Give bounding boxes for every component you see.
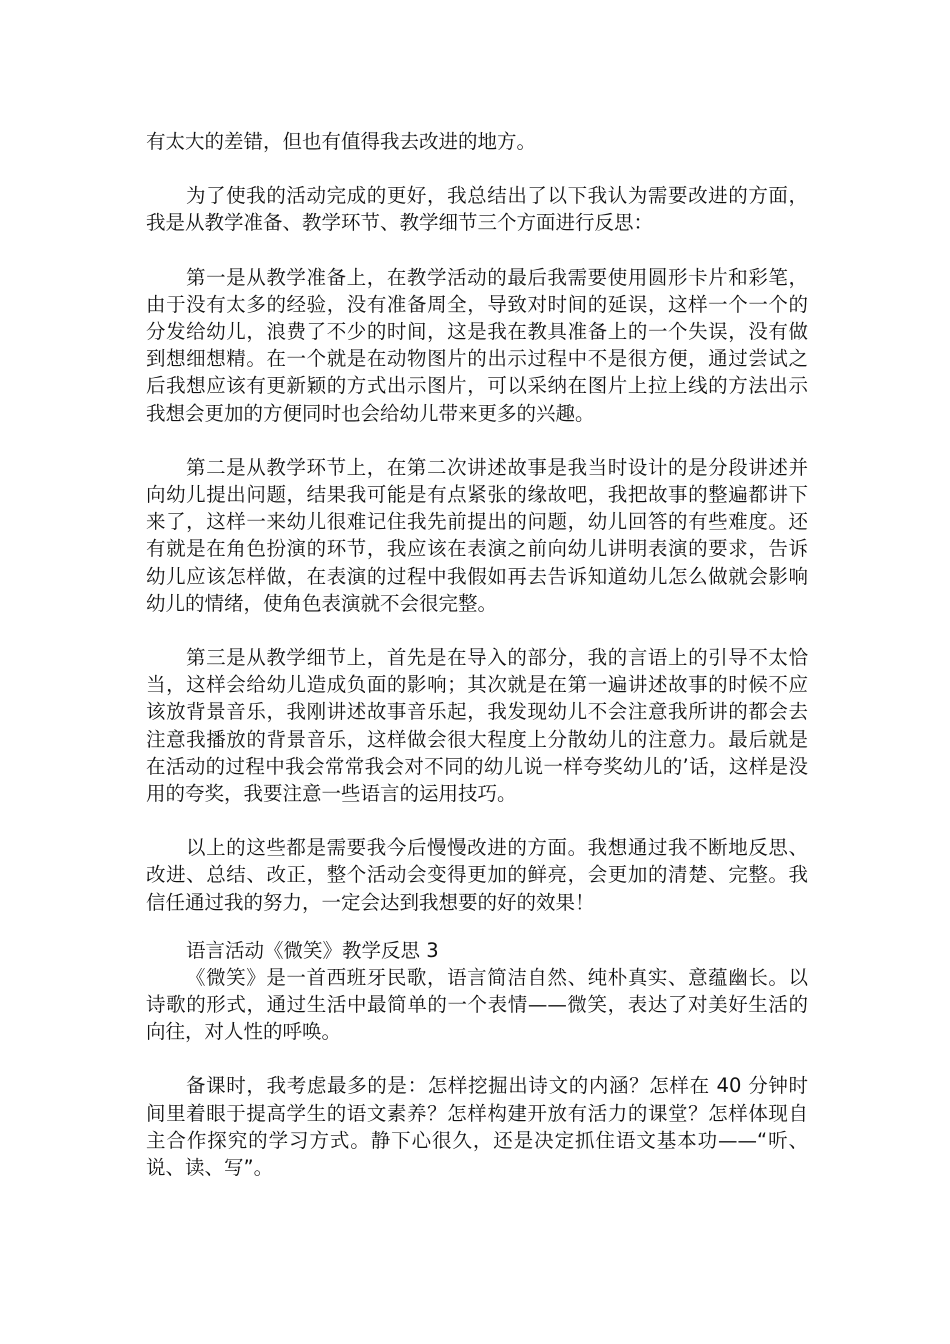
paragraph-intro: 为了使我的活动完成的更好，我总结出了以下我认为需要改进的方面，我是从教学准备、教学环节、教学细节三个方面进行反思： [146,184,808,235]
paragraph-continuation: 有太大的差错，但也有值得我去改进的地方。 [146,130,537,153]
section-title: 语言活动《微笑》教学反思 3 [186,938,439,962]
document-page [146,128,808,1181]
paragraph-poem-intro: 《微笑》是一首西班牙民歌，语言简洁自然、纯朴真实、意蕴幽长。以诗歌的形式，通过生活中最简单的一个表情——微笑，表达了对美好生活的向往，对人性的呼唤。 [146,965,808,1044]
paragraph-first-point: 第一是从教学准备上，在教学活动的最后我需要使用圆形卡片和彩笔，由于没有太多的经验，没有准备周全，导致对时间的延误，这样一个一个的分发给幼儿，浪费了不少的时间，这是我在教具准备上的一个失误，没有做到想细想精。在一个就是在动物图片的出示过程中不是很方便，通过尝试之后我想应该有更新颖的方式出示图片，可以采纳在图片上拉上线的方法出示我想会更加的方便同时也会给幼儿带来更多的兴趣。 [146,265,808,425]
paragraph-conclusion: 以上的这些都是需要我今后慢慢改进的方面。我想通过我不断地反思、改进、总结、改正，整个活动会变得更加的鲜亮，会更加的清楚、完整。我信任通过我的努力，一定会达到我想要的好的效果！ [146,836,808,914]
paragraph-second-point: 第二是从教学环节上，在第二次讲述故事是我当时设计的是分段讲述并向幼儿提出问题，结果我可能是有点紧张的缘故吧，我把故事的整遍都讲下来了，这样一来幼儿很难记住我先前提出的问题，幼儿回答的有些难度。还有就是在角色扮演的环节，我应该在表演之前向幼儿讲明表演的要求，告诉幼儿应该怎样做，在表演的过程中我假如再去告诉知道幼儿怎么做就会影响幼儿的情绪，使角色表演就不会很完整。 [146,455,808,615]
paragraph-lesson-prep: 备课时，我考虑最多的是：怎样挖掘出诗文的内涵？怎样在 40 分钟时间里着眼于提高学生的语文素养？怎样构建开放有活力的课堂？怎样体现自主合作探究的学习方式。静下心很久，还是决定抓住语文基本功——“听、说、读、写”。 [146,1074,808,1180]
paragraph-third-point: 第三是从教学细节上，首先是在导入的部分，我的言语上的引导不太恰当，这样会给幼儿造成负面的影响；其次就是在第一遍讲述故事的时候不应该放背景音乐，我刚讲述故事音乐起，我发现幼儿不会注意我所讲的都会去注意我播放的背景音乐，这样做会很大程度上分散幼儿的注意力。最后就是在活动的过程中我会常常我会对不同的幼儿说一样夸奖幼儿的’话，这样是没用的夸奖，我要注意一些语言的运用技巧。 [146,646,808,806]
